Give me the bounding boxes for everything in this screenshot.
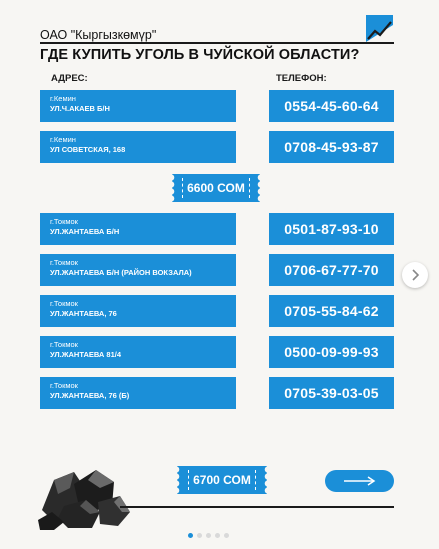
phone-column-header: ТЕЛЕФОН: (276, 73, 327, 84)
footer-divider (120, 506, 394, 508)
address-street: УЛ.ЖАНТАЕВА 81/4 (50, 350, 122, 359)
address-city: г.Токмок (50, 258, 78, 267)
price-tag (177, 466, 267, 494)
price-label: 6700 СОМ (188, 470, 256, 490)
address-street: УЛ СОВЕТСКАЯ, 168 (50, 145, 126, 154)
phone-number[interactable]: 0500-09-99-93 (269, 336, 394, 368)
carousel-next-button[interactable] (402, 262, 428, 288)
address-city: г.Токмок (50, 381, 78, 390)
address-street: УЛ.ЖАНТАЕВА, 76 (Б) (50, 391, 130, 400)
phone-number[interactable]: 0705-55-84-62 (269, 295, 394, 327)
chevron-right-icon (410, 269, 420, 281)
address-street: УЛ.ЖАНТАЕВА Б/Н (РАЙОН ВОКЗАЛА) (50, 268, 192, 277)
header-divider (40, 42, 394, 44)
address-city: г.Токмок (50, 299, 78, 308)
carousel-dot[interactable] (197, 533, 202, 538)
address-column-header: АДРЕС: (51, 73, 88, 84)
next-slide-button[interactable] (325, 470, 394, 492)
coal-image (34, 450, 134, 530)
address-city: г.Кемин (50, 135, 76, 144)
phone-number[interactable]: 0554-45-60-64 (269, 90, 394, 122)
address-city: г.Кемин (50, 94, 76, 103)
carousel-dot[interactable] (224, 533, 229, 538)
address-street: УЛ.ЖАНТАЕВА, 76 (50, 309, 117, 318)
address-city: г.Токмок (50, 340, 78, 349)
address-card (40, 336, 236, 368)
address-card (40, 254, 236, 286)
price-label: 6600 СОМ (182, 178, 250, 198)
carousel-dot[interactable] (206, 533, 211, 538)
phone-number[interactable]: 0708-45-93-87 (269, 131, 394, 163)
arrow-right-icon (343, 476, 377, 486)
address-street: УЛ.ЖАНТАЕВА Б/Н (50, 227, 120, 236)
carousel-indicator (188, 533, 229, 538)
address-card (40, 213, 236, 245)
address-card (40, 90, 236, 122)
carousel-dot[interactable] (188, 533, 193, 538)
phone-number[interactable]: 0501-87-93-10 (269, 213, 394, 245)
page-title: ГДЕ КУПИТЬ УГОЛЬ В ЧУЙСКОЙ ОБЛАСТИ? (40, 47, 360, 63)
kyrgyzkomur-logo-icon (366, 15, 393, 42)
address-city: г.Токмок (50, 217, 78, 226)
price-tag (172, 174, 260, 202)
address-card (40, 377, 236, 409)
phone-number[interactable]: 0706-67-77-70 (269, 254, 394, 286)
address-card (40, 295, 236, 327)
company-name: ОАО "Кыргызкөмүр" (40, 28, 157, 42)
address-street: УЛ.Ч.АКАЕВ Б/Н (50, 104, 110, 113)
carousel-dot[interactable] (215, 533, 220, 538)
phone-number[interactable]: 0705-39-03-05 (269, 377, 394, 409)
address-card (40, 131, 236, 163)
